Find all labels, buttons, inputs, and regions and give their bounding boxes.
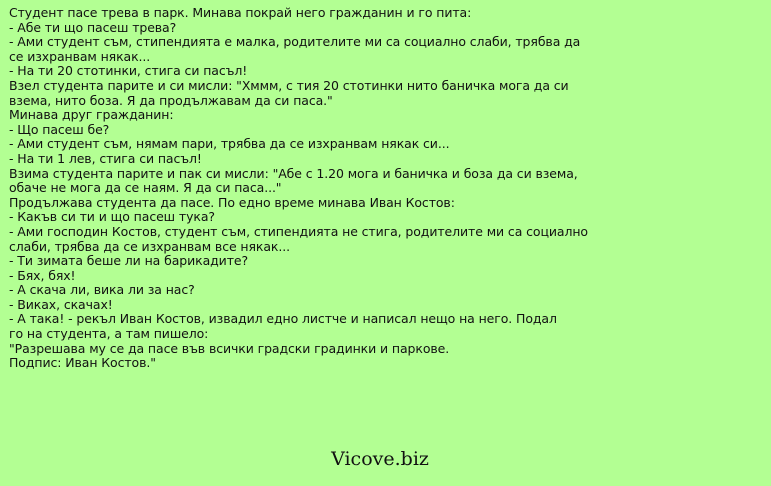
joke-line: - Бях, бях! [9, 267, 76, 283]
joke-line: обаче не мога да се наям. Я да си паса..." [9, 180, 282, 196]
joke-line: - Виках, скачах! [9, 296, 113, 312]
joke-line: - А скача ли, вика ли за нас? [9, 282, 195, 298]
joke-line: слаби, трябва да се изхранвам все някак... [9, 238, 290, 254]
joke-line: "Разрешава му се да пасе във всички градски градинки и паркове. [9, 340, 450, 356]
joke-line: Студент пасе трева в парк. Минава покрай него гражданин и го пита: [9, 5, 472, 20]
joke-line: - На ти 20 стотинки, стига си пасъл! [9, 63, 248, 79]
joke-line: взема, нито боза. Я да продължавам да си паса." [9, 92, 333, 108]
joke-line: - Що пасеш бе? [9, 121, 110, 137]
joke-line: се изхранвам някак... [9, 48, 151, 64]
joke-line: - Абе ти що пасеш трева? [9, 19, 177, 35]
joke-line: - Ами студент съм, нямам пари, трябва да се изхранвам някак си... [9, 136, 450, 152]
joke-line: Подпис: Иван Костов." [9, 355, 156, 371]
site-footer-watermark: Vicove.biz [331, 448, 429, 470]
joke-line: Минава друг гражданин: [9, 107, 174, 123]
joke-line: - А така! - рекъл Иван Костов, извадил едно листче и написал нещо на него. Подал [9, 311, 557, 327]
joke-text [9, 6, 609, 371]
joke-line: - Ти зимата беше ли на барикадите? [9, 253, 248, 269]
joke-line: Продължава студента да пасе. По едно време минава Иван Костов: [9, 194, 455, 210]
joke-line: Взел студента парите и си мисли: "Хммм, с тия 20 стотинки нито баничка мога да си [9, 77, 569, 93]
joke-line: - Какъв си ти и що пасеш тука? [9, 209, 215, 225]
joke-line: - Ами студент съм, стипендията е малка, родителите ми са социално слаби, трябва да [9, 34, 581, 50]
joke-line: - На ти 1 лев, стига си пасъл! [9, 150, 202, 166]
joke-line: - Ами господин Костов, студент съм, стипендията не стига, родителите ми са социално [9, 223, 588, 239]
joke-line: Взима студента парите и пак си мисли: "Абе с 1.20 мога и баничка и боза да си взема, [9, 165, 578, 181]
joke-line: го на студента, а там пишело: [9, 326, 209, 342]
